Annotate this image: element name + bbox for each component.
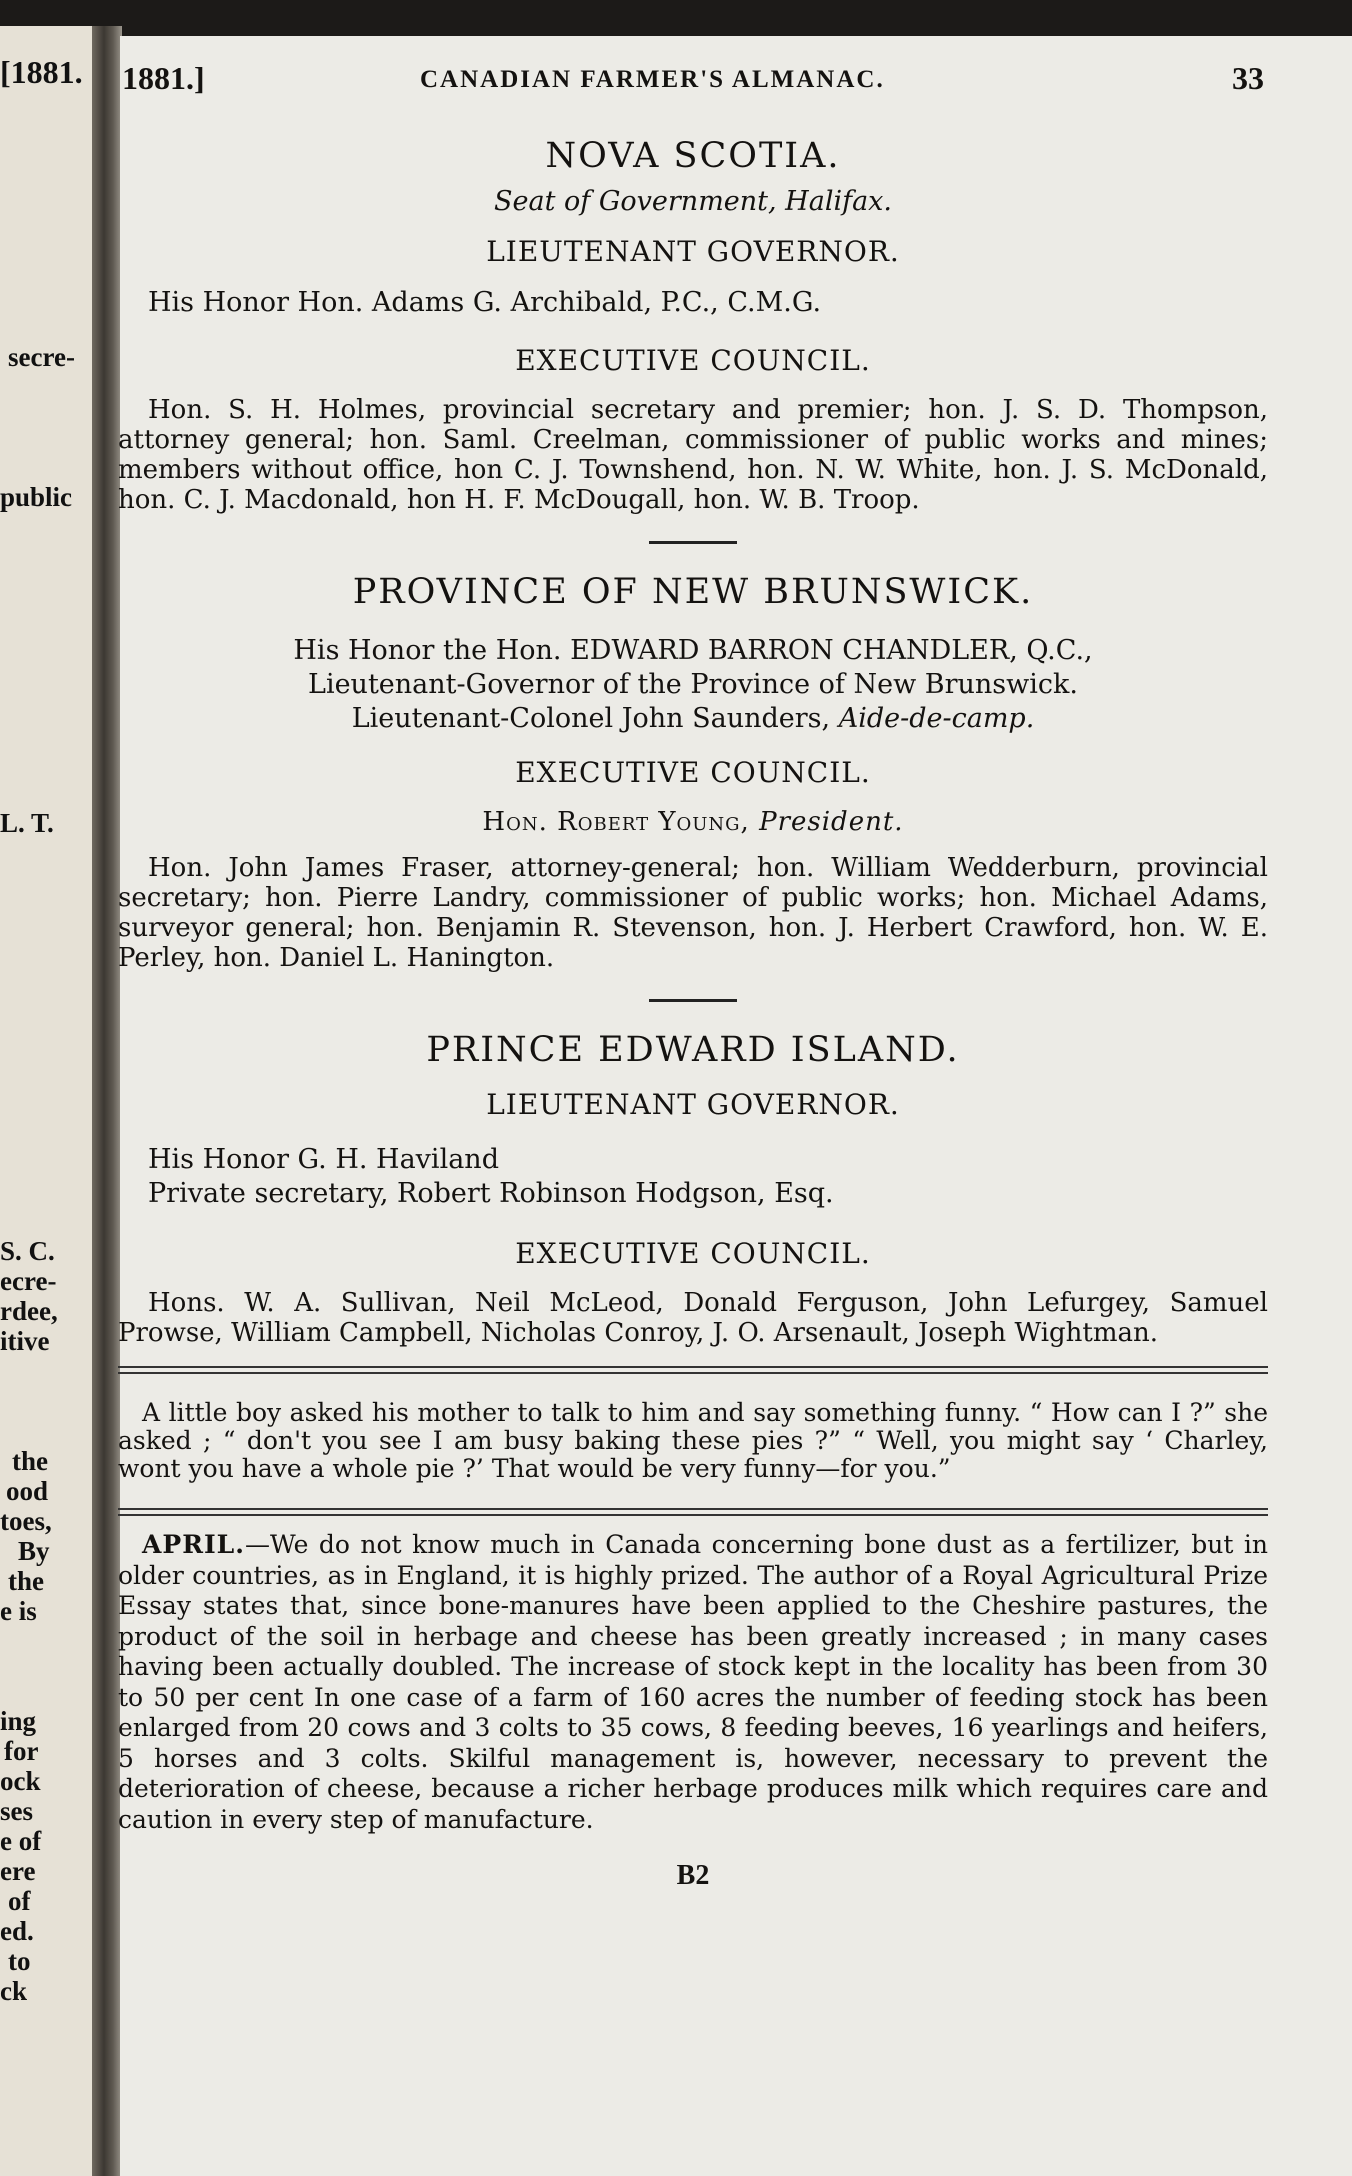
- facing-page-fragment: e of: [0, 1826, 42, 1856]
- page-number: 33: [1232, 60, 1264, 96]
- facing-page-fragment: itive: [0, 1326, 50, 1356]
- facing-page-fragment: ere: [0, 1856, 36, 1886]
- aide-de-camp-name: Lieutenant-Colonel John Saunders,: [351, 703, 839, 734]
- lieutenant-governor-name: His Honor Hon. Adams G. Archibald, P.C., C.M.G.: [148, 287, 822, 318]
- aide-de-camp-title: Aide-de-camp.: [838, 703, 1035, 734]
- private-secretary: Private secretary, Robert Robinson Hodgson, Esq.: [148, 1178, 834, 1209]
- province-heading: PRINCE EDWARD ISLAND.: [426, 1030, 960, 1070]
- facing-page-fragment: rdee,: [0, 1296, 58, 1326]
- facing-page-fragment: ecre-: [0, 1266, 57, 1296]
- facing-page-fragment: secre-: [8, 342, 75, 372]
- facing-page-fragment: to: [8, 1946, 31, 1976]
- pei-section: [118, 1030, 1268, 1348]
- facing-page-fragment: the: [12, 1446, 48, 1476]
- president-name: Hon. Robert Young,: [482, 807, 760, 837]
- april-lead: APRIL.: [142, 1530, 245, 1559]
- facing-page-fragment: S. C.: [0, 1236, 55, 1266]
- facing-page-edge: [0, 26, 100, 2176]
- province-heading: PROVINCE OF NEW BRUNSWICK.: [352, 572, 1034, 612]
- facing-page-fragment: ing: [0, 1706, 37, 1736]
- executive-council-members: Hon. John James Fraser, attorney-general; hon. William Wedderburn, provincial secretary; hon. Pierre Landry, commissioner of public works; hon. Michael Adams, surveyor general; hon. Benjamin R. Stevenson, hon. J. Herbert Crawford, hon. W. E. Perley, hon. Daniel L. Hanington.: [118, 853, 1268, 973]
- facing-page-fragment: toes,: [0, 1506, 52, 1536]
- double-rule-top: [118, 1366, 1268, 1368]
- facing-page-fragment: the: [8, 1566, 44, 1596]
- facing-page-fragment: By: [18, 1536, 50, 1566]
- executive-council-heading: EXECUTIVE COUNCIL.: [515, 344, 871, 377]
- facing-page-fragment: ood: [6, 1476, 49, 1506]
- seat-of-government: Seat of Government, Halifax.: [494, 186, 892, 217]
- council-president: [118, 807, 1268, 837]
- running-header-title: CANADIAN FARMER'S ALMANAC.: [420, 66, 885, 93]
- executive-council-members: Hons. W. A. Sullivan, Neil McLeod, Donald Ferguson, John Lefurgey, Samuel Prowse, William Campbell, Nicholas Conroy, J. O. Arsenault, Joseph Wightman.: [118, 1288, 1268, 1348]
- facing-page-fragment: L. T.: [0, 808, 54, 838]
- running-header-year: 1881.]: [122, 60, 205, 96]
- anecdote-paragraph: A little boy asked his mother to talk to him and say something funny. “ How can I ?” she asked ; “ don't you see I am busy baking these pies ?” “ Well, you might say ‘ Charley, wont you have a whole pie ?’ That would be very funny—for you.”: [118, 1398, 1268, 1483]
- lieutenant-governor-name: His Honor G. H. Haviland: [148, 1144, 499, 1175]
- lieutenant-governor-heading: LIEUTENANT GOVERNOR.: [486, 235, 900, 268]
- facing-page-fragment: e is: [0, 1596, 37, 1626]
- facing-page-fragment: for: [4, 1736, 39, 1766]
- nova-scotia-section: [118, 136, 1268, 515]
- executive-council-heading: EXECUTIVE COUNCIL.: [515, 1237, 871, 1270]
- section-divider: [649, 999, 737, 1002]
- province-heading: NOVA SCOTIA.: [545, 136, 841, 176]
- facing-page-fragment: public: [0, 482, 73, 512]
- aide-de-camp: [118, 702, 1268, 736]
- april-text: —We do not know much in Canada concerning bone dust as a fertilizer, but in older countries, as in England, it is highly prized. The author of a Royal Agricultural Prize Essay states that, since bone-manures have been applied to the Cheshire pastures, the product of the soil in herbage and cheese has been greatly increased ; in many cases having been actually doubled. The increase of stock kept in the locality has been from 30 to 50 per cent In one case of a farm of 160 acres the number of feeding stock has been enlarged from 20 cows and 3 colts to 35 cows, 8 feeding beeves, 16 yearlings and heifers, 5 horses and 3 colts. Skilful management is, however, necessary to prevent the deterioration of cheese, because a richer herbage produces milk which requires care and caution in every step of manufacture.: [118, 1530, 1268, 1834]
- president-title: President.: [759, 807, 904, 837]
- new-brunswick-section: [118, 572, 1268, 973]
- lieutenant-governor-heading: LIEUTENANT GOVERNOR.: [486, 1088, 900, 1121]
- facing-page-fragment: ock: [0, 1766, 41, 1796]
- facing-page-fragment: of: [8, 1886, 31, 1916]
- april-paragraph: [118, 1530, 1268, 1835]
- lieutenant-governor-name: His Honor the Hon. EDWARD BARRON CHANDLER, Q.C.,: [293, 635, 1093, 666]
- double-rule-bottom: [118, 1372, 1268, 1374]
- double-rule-bottom: [118, 1514, 1268, 1516]
- signature-mark: B2: [676, 1860, 710, 1891]
- executive-council-heading: EXECUTIVE COUNCIL.: [515, 756, 871, 789]
- page-body: [118, 120, 1268, 1892]
- lieutenant-governor-title: Lieutenant-Governor of the Province of New Brunswick.: [308, 669, 1078, 700]
- executive-council-members: Hon. S. H. Holmes, provincial secretary and premier; hon. J. S. D. Thompson, attorney general; hon. Saml. Creelman, commissioner of public works and mines; members without office, hon C. J. Townshend, hon. N. W. White, hon. J. S. McDonald, hon. C. J. Macdonald, hon H. F. McDougall, hon. W. B. Troop.: [118, 395, 1268, 515]
- facing-page-fragment: ses: [0, 1796, 33, 1826]
- facing-page-fragment: [1881.: [0, 54, 83, 90]
- facing-page-fragment: ed.: [0, 1916, 34, 1946]
- section-divider: [649, 541, 737, 544]
- double-rule-top: [118, 1508, 1268, 1510]
- facing-page-fragment: ck: [0, 1976, 27, 2006]
